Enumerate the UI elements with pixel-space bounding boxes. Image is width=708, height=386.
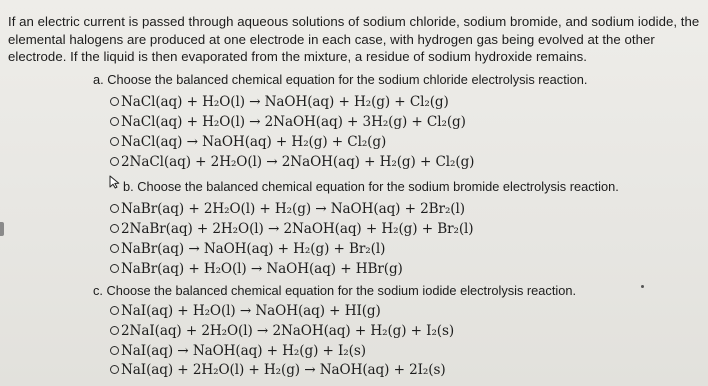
side-handle[interactable]: [0, 222, 4, 236]
equation-text: NaBr(aq) + 2H₂O(l) + H₂(g) → NaOH(aq) + 2Br₂(l): [121, 200, 465, 217]
question-b-option-4[interactable]: [110, 259, 403, 278]
equation-text: NaI(aq) → NaOH(aq) + H₂(g) + I₂(s): [121, 342, 366, 359]
question-c-option-1[interactable]: [110, 301, 381, 320]
radio-icon[interactable]: [110, 346, 119, 355]
radio-icon[interactable]: [110, 224, 119, 233]
radio-icon[interactable]: [110, 244, 119, 253]
equation-text: 2NaBr(aq) + 2H₂O(l) → 2NaOH(aq) + H₂(g) + Br₂(l): [121, 220, 474, 237]
radio-icon[interactable]: [110, 117, 119, 126]
equation-text: 2NaI(aq) + 2H₂O(l) → 2NaOH(aq) + H₂(g) + I₂(s): [121, 322, 455, 339]
equation-text: NaBr(aq) + H₂O(l) → NaOH(aq) + HBr(g): [121, 260, 403, 277]
question-b-option-2[interactable]: [110, 219, 474, 238]
equation-text: NaCl(aq) + H₂O(l) → NaOH(aq) + H₂(g) + Cl₂(g): [121, 93, 449, 110]
equation-text: NaCl(aq) → NaOH(aq) + H₂(g) + Cl₂(g): [121, 133, 387, 150]
radio-icon[interactable]: [110, 97, 119, 106]
question-c-option-4[interactable]: [110, 360, 446, 379]
question-a-prompt: a. Choose the balanced chemical equation for the sodium chloride electrolysis reaction.: [93, 72, 588, 87]
equation-text: NaBr(aq) → NaOH(aq) + H₂(g) + Br₂(l): [121, 240, 386, 257]
question-b-option-3[interactable]: [110, 239, 385, 258]
radio-icon[interactable]: [110, 157, 119, 166]
radio-icon[interactable]: [110, 137, 119, 146]
problem-statement: [8, 13, 708, 66]
question-c-option-3[interactable]: [110, 341, 366, 360]
equation-text: NaI(aq) + H₂O(l) → NaOH(aq) + HI(g): [121, 302, 381, 319]
stray-dot: [641, 285, 644, 288]
question-a-option-4[interactable]: [110, 152, 474, 171]
intro-line-1: If an electric current is passed through aqueous solutions of sodium chloride, sodium bromide, and sodium iodide, the: [8, 14, 700, 29]
arrow-pointer-icon: [108, 175, 122, 189]
intro-line-2: elemental halogens are produced at one electrode in each case, with hydrogen gas being evolved at the other: [8, 31, 655, 47]
radio-icon[interactable]: [110, 264, 119, 273]
equation-text: NaCl(aq) + H₂O(l) → 2NaOH(aq) + 3H₂(g) + Cl₂(g): [121, 113, 466, 130]
question-a-option-1[interactable]: [110, 92, 449, 111]
radio-icon[interactable]: [110, 365, 119, 374]
question-a-option-2[interactable]: [110, 112, 466, 131]
equation-text: 2NaCl(aq) + 2H₂O(l) → 2NaOH(aq) + H₂(g) + Cl₂(g): [121, 153, 475, 170]
radio-icon[interactable]: [110, 326, 119, 335]
question-a-option-3[interactable]: [110, 132, 386, 151]
question-c-option-2[interactable]: [110, 321, 454, 340]
question-b-prompt: b. Choose the balanced chemical equation for the sodium bromide electrolysis reaction.: [123, 179, 619, 194]
intro-line-3: electrode. If the liquid is then evaporated from the mixture, a residue of sodium hydroxide remains.: [8, 49, 587, 64]
question-b-option-1[interactable]: [110, 199, 465, 218]
question-c-prompt: c. Choose the balanced chemical equation for the sodium iodide electrolysis reaction.: [93, 283, 577, 298]
radio-icon[interactable]: [110, 204, 119, 213]
equation-text: NaI(aq) + 2H₂O(l) + H₂(g) → NaOH(aq) + 2I₂(s): [121, 361, 446, 378]
radio-icon[interactable]: [110, 306, 119, 315]
